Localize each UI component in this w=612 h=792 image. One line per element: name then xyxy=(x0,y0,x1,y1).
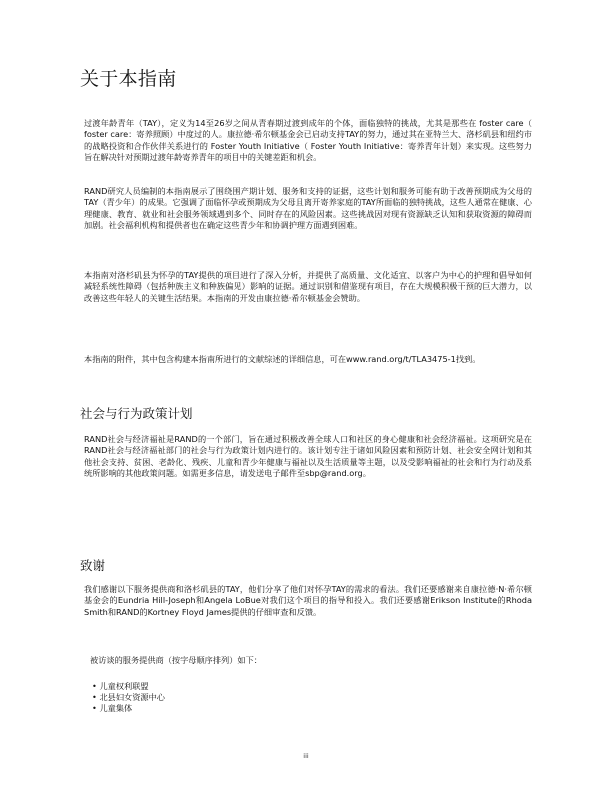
policy-program-paragraph: RAND社会与经济福祉是RAND的一个部门，旨在通过积极改善全球人口和社区的身心健康和社会经济福祉。这项研究是在RAND社会与经济福祉部门的社会与行为政策计划内进行的。该计划专注于诸如风险因素和预防计划、社会安全网计划和其他社会支持、贫困、老龄化、残疾、儿童和青少年健康与福祉以及生活质量等主题，以及受影响福祉的社会和行为行动及系统所影响的其他政策问题。如需更多信息，请发送电子邮件至sbp@rand.org。 xyxy=(84,434,532,478)
list-item: • 儿童集体 xyxy=(92,703,165,714)
intro-paragraph-2: RAND研究人员编制的本指南展示了围绕围产期计划、服务和支持的证据，这些计划和服务可能有助于改善预期成为父母的TAY（青少年）的成果。它强调了面临怀孕或预期成为父母且离开寄养家庭的TAY所面临的独特挑战，这些人通常在健康、心理健康、教育、就业和社会服务领域遇到多个、同时存在的风险因素。这些挑战因对现有资源缺乏认知和获取资源的障碍而加剧。社会福利机构和提供者也在确定这些青少年和协调护理方面遇到困难。 xyxy=(84,186,532,230)
intro-paragraph-1: 过渡年龄青年（TAY），定义为14至26岁之间从青春期过渡到成年的个体，面临独特的挑战，尤其是那些在 foster care（ foster care：寄养照顾）中度过的人。康拉德·希尔顿基金会已启动支持TAY的努力，通过其在亚特兰大、洛杉矶县和纽约市的战略投资和合作伙伴关系进行的 Foster Youth Initiative（ Foster Youth Initiative：寄养青年计划）来实现。这些努力旨在解决针对预期过渡年龄寄养青年的项目中的关键差距和机会。 xyxy=(84,118,532,162)
intro-paragraph-4: 本指南的附件，其中包含构建本指南所进行的文献综述的详细信息，可在www.rand.org/t/TLA3475-1找到。 xyxy=(84,354,481,364)
list-item: • 北县妇女资源中心 xyxy=(92,692,165,703)
page-number: iii xyxy=(303,752,309,760)
section-heading-policy-program: 社会与行为政策计划 xyxy=(80,406,193,421)
acknowledgments-paragraph: 我们感谢以下服务提供商和洛杉矶县的TAY，他们分享了他们对怀孕TAY的需求的看法。我们还要感谢来自康拉德·N·希尔顿基金会的Eundria Hill-Joseph和Angela LoBue对我们这个项目的指导和投入。我们还要感谢Erikson Institute的Rhoda Smith和RAND的Kortney Floyd James提供的仔细审查和反馈。 xyxy=(84,584,532,617)
list-item: • 儿童权利联盟 xyxy=(92,681,165,692)
page-title: 关于本指南 xyxy=(80,68,177,90)
intro-paragraph-3: 本指南对洛杉矶县为怀孕的TAY提供的项目进行了深入分析，并提供了高质量、文化适宜、以客户为中心的护理和倡导如何减轻系统性障碍（包括种族主义和种族偏见）影响的证据。通过识别和借鉴现有项目，存在大规模积极干预的巨大潜力，以改善这些年轻人的关键生活结果。本指南的开发由康拉德·希尔顿基金会赞助。 xyxy=(84,270,532,303)
section-heading-acknowledgments: 致谢 xyxy=(80,558,106,573)
interviewee-list-intro: 被访谈的服务提供商（按字母顺序排列）如下： xyxy=(90,655,262,665)
interviewee-list xyxy=(92,681,165,714)
